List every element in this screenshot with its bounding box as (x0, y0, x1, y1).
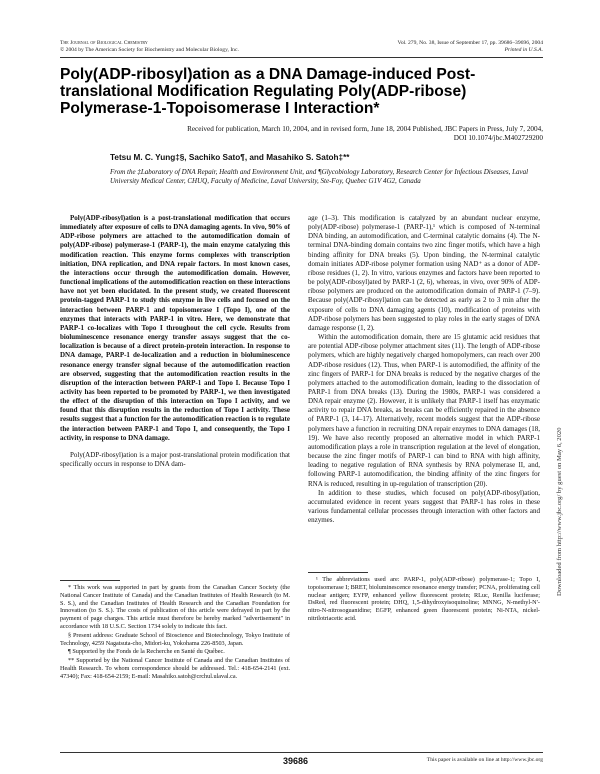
body-paragraph-1: age (1–3). This modification is catalyzed by an abundant nuclear enzyme, poly(ADP-ribose) polymerase-1 (PARP-1),¹ which is composed of N-terminal DNA binding, an automodification, and C-terminal catalytic domains (4). The N-terminal DNA-binding domain contains two zinc finger motifs, which have a high binding affinity for DNA breaks (5). Upon binding, the N-terminal catalytic domain initiates ADP-ribose polymer formation using NAD⁺ as a donor of ADP-ribose residues (1, 2). In vitro, various enzymes and factors have been reported to be poly(ADP-ribosyl)ated by PARP-1 (2, 6), whereas, in vivo, over 90% of ADP-ribose polymers are produced on the automodification domain of PARP-1 (7–9). Because poly(ADP-ribosyl)ation can be detected as early as 2 to 3 min after the exposure of cells to DNA damaging agents (10), modification of proteins with ADP-ribose polymers has been suggested to play roles in the early stages of DNA damage response (1, 2). (308, 214, 540, 332)
download-watermark: Downloaded from http://www.jbc.org/ by guest on May 6, 2020 (556, 427, 563, 596)
affiliation: From the ‡Laboratory of DNA Repair, Health and Environment Unit, and ¶Glycobiology Laboratory, Research Center for Infectious Diseases, Laval University Medical Center, CHUQ, Faculty of Medicine, Laval University, Ste-Foy, Quebec G1V 4G2, Canada (110, 168, 529, 185)
footnote-abbreviations: ¹ The abbreviations used are: PARP-1, poly(ADP-ribose) polymerase-1; Topo I, topoisomerase I; BRET, bioluminescence resonance energy transfer; PCNA, proliferating cell nuclear antigen; EYFP, enhanced yellow fluorescent protein; RLuc, Renilla luciferase; DsRed, red fluorescent protein; DHQ, 1,5-dihydroxyisoquinoline; MNNG, N-methyl-N′-nitro-N-nitrosoguanidine; EGFP, enhanced green fluorescent protein; Ni-NTA, nickel-nitrilotriacetic acid. (308, 576, 540, 622)
intro-paragraph: Poly(ADP-ribosyl)ation is a major post-translational protein modification that specifically occurs in response to DNA dam- (60, 450, 290, 469)
footnote-funding: * This work was supported in part by grants from the Canadian Cancer Society (the National Cancer Institute of Canada) and the Canadian Institutes of Health Research (to M. S. S.), and the Canadian Institutes of Health Research and the Canadian Foundation for Innovation (to S. S.). The costs of publication of this article were defrayed in part by the payment of page charges. This article must therefore be hereby marked "advertisement" in accordance with 18 U.S.C. Section 1734 solely to indicate this fact. (60, 584, 290, 630)
copyright-line: © 2004 by The American Society for Biochemistry and Molecular Biology, Inc. (60, 47, 239, 53)
printed-line: Printed in U.S.A. (504, 47, 543, 53)
footnote-correspondence: ** Supported by the National Cancer Institute of Canada and the Canadian Institutes of Health Research. To whom correspondence should be addressed. Tel.: 418-654-2141 (ext. 47340); Fax: 418-654-2159; E-mail: Masahiko.satoh@crchul.ulaval.ca. (60, 657, 290, 680)
availability-note: This paper is available on line at http://www.jbc.org (426, 757, 543, 763)
footnotes-right (308, 576, 540, 623)
abstract: Poly(ADP-ribosyl)ation is a post-translational modification that occurs immediately after exposure of cells to DNA damaging agents. In vivo, 90% of ADP-ribose polymers are attached to the automodification domain of poly(ADP-ribose) polymerase-1 (PARP-1), the main enzyme catalyzing this modification reaction. This enzyme forms complexes with transcription initiation, DNA replication, and DNA repair factors. In most known cases, the interactions occur through the automodification domain. However, functional implications of the automodification reaction on these interactions have not yet been elucidated. In the present study, we created fluorescent protein-tagged PARP-1 to study this enzyme in live cells and focused on the interaction between PARP-1 and topoisomerase I (Topo I), one of the enzymes that interacts with PARP-1 in vitro. Here, we demonstrate that PARP-1 co-localizes with Topo I throughout the cell cycle. Results from bioluminescence resonance energy transfer assays suggest that the co-localization is because of a direct protein-protein interaction. In response to DNA damage, PARP-1 de-localization and a reduction in bioluminescence resonance energy transfer signal because of the automodification reaction are observed, suggesting that the automodification reaction results in the disruption of the interaction between PARP-1 and Topo I. Because Topo I activity has been reported to be promoted by PARP-1, we then investigated the effect of the disruption of this interaction on Topo I activity, and we found that this disruption results in the reduction of Topo I activity. These results suggest that a function for the automodification reaction is to regulate the interaction between PARP-1 and Topo I, and consequently, the Topo I activity, in response to DNA damage. (60, 214, 290, 442)
author-list: Tetsu M. C. Yung‡§, Sachiko Sato¶, and Masahiko S. Satoh‡** (110, 153, 350, 162)
footnote-support: ¶ Supported by the Fonds de la Recherche en Santé du Québec. (68, 648, 225, 656)
footer-rule (60, 752, 543, 753)
article-title: Poly(ADP-ribosyl)ation as a DNA Damage-induced Post-translational Modification Regulating Poly(ADP-ribose) Polymerase-1-Topoisomerase I Interaction* (60, 66, 476, 117)
volume-line: Vol. 279, No. 38, Issue of September 17, pp. 39686–39696, 2004 (397, 40, 543, 46)
footnotes-left (60, 584, 290, 682)
right-column (308, 214, 540, 525)
issue-header (398, 40, 543, 54)
header-rule (60, 57, 543, 58)
body-paragraph-2: Within the automodification domain, there are 15 glutamic acid residues that are potential ADP-ribose polymer attachment sites (11). The length of ADP-ribose polymers, which are highly negatively charged homopolymers, can reach over 200 ADP-ribose residues (12). Thus, when PARP-1 is automodified, the affinity of the zinc fingers of PARP-1 for DNA breaks is reduced by the negative charges of the polymers attached to the automodification domain, leading to the dissociation of PARP-1 from DNA breaks (13). During the 1980s, PARP-1 was considered a DNA repair enzyme (2). However, it is unlikely that PARP-1 itself has enzymatic activity to repair DNA breaks, as breaks can be efficiently repaired in the absence of PARP-1 (3, 14–17). Alternatively, recent models suggest that the ADP-ribose polymers have a function in recruiting DNA repair enzymes to DNA damages (18, 19). We have also recently proposed an alternative model in which PARP-1 automodification plays a role in transcription regulation at the level of elongation, because the zinc finger motifs of PARP-1 can bind to RNA with high affinity, leading to negative regulation of RNA synthesis by RNA polymerase II, and, following PARP-1 automodification, the binding affinity of the zinc fingers for RNA is reduced, resulting in up-regulation of transcription (20). (308, 333, 540, 488)
journal-header (60, 40, 239, 54)
body-paragraph-3: In addition to these studies, which focused on poly(ADP-ribosyl)ation, accumulated evidence in recent years suggest that PARP-1 has roles in these various fundamental cellular processes through interaction with other factors and enzymes. (308, 488, 540, 525)
left-column (60, 214, 290, 469)
footnote-present-address: § Present address: Graduate School of Bioscience and Biotechnology, Tokyo Institute of Technology, 4259 Nagatsuta-cho, Midori-ku, Yokohama 226-8503, Japan. (60, 631, 290, 647)
page-number: 39686 (283, 756, 309, 766)
footnote-rule (60, 580, 120, 581)
journal-name: The Journal of Biological Chemistry (60, 40, 148, 46)
footnote-rule-right (308, 572, 368, 573)
received-dates: Received for publication, March 10, 2004, and in revised form, June 18, 2004 Published, JBC Papers in Press, July 7, 2004, DOI 10.1074/jbc.M402729200 (187, 125, 543, 142)
